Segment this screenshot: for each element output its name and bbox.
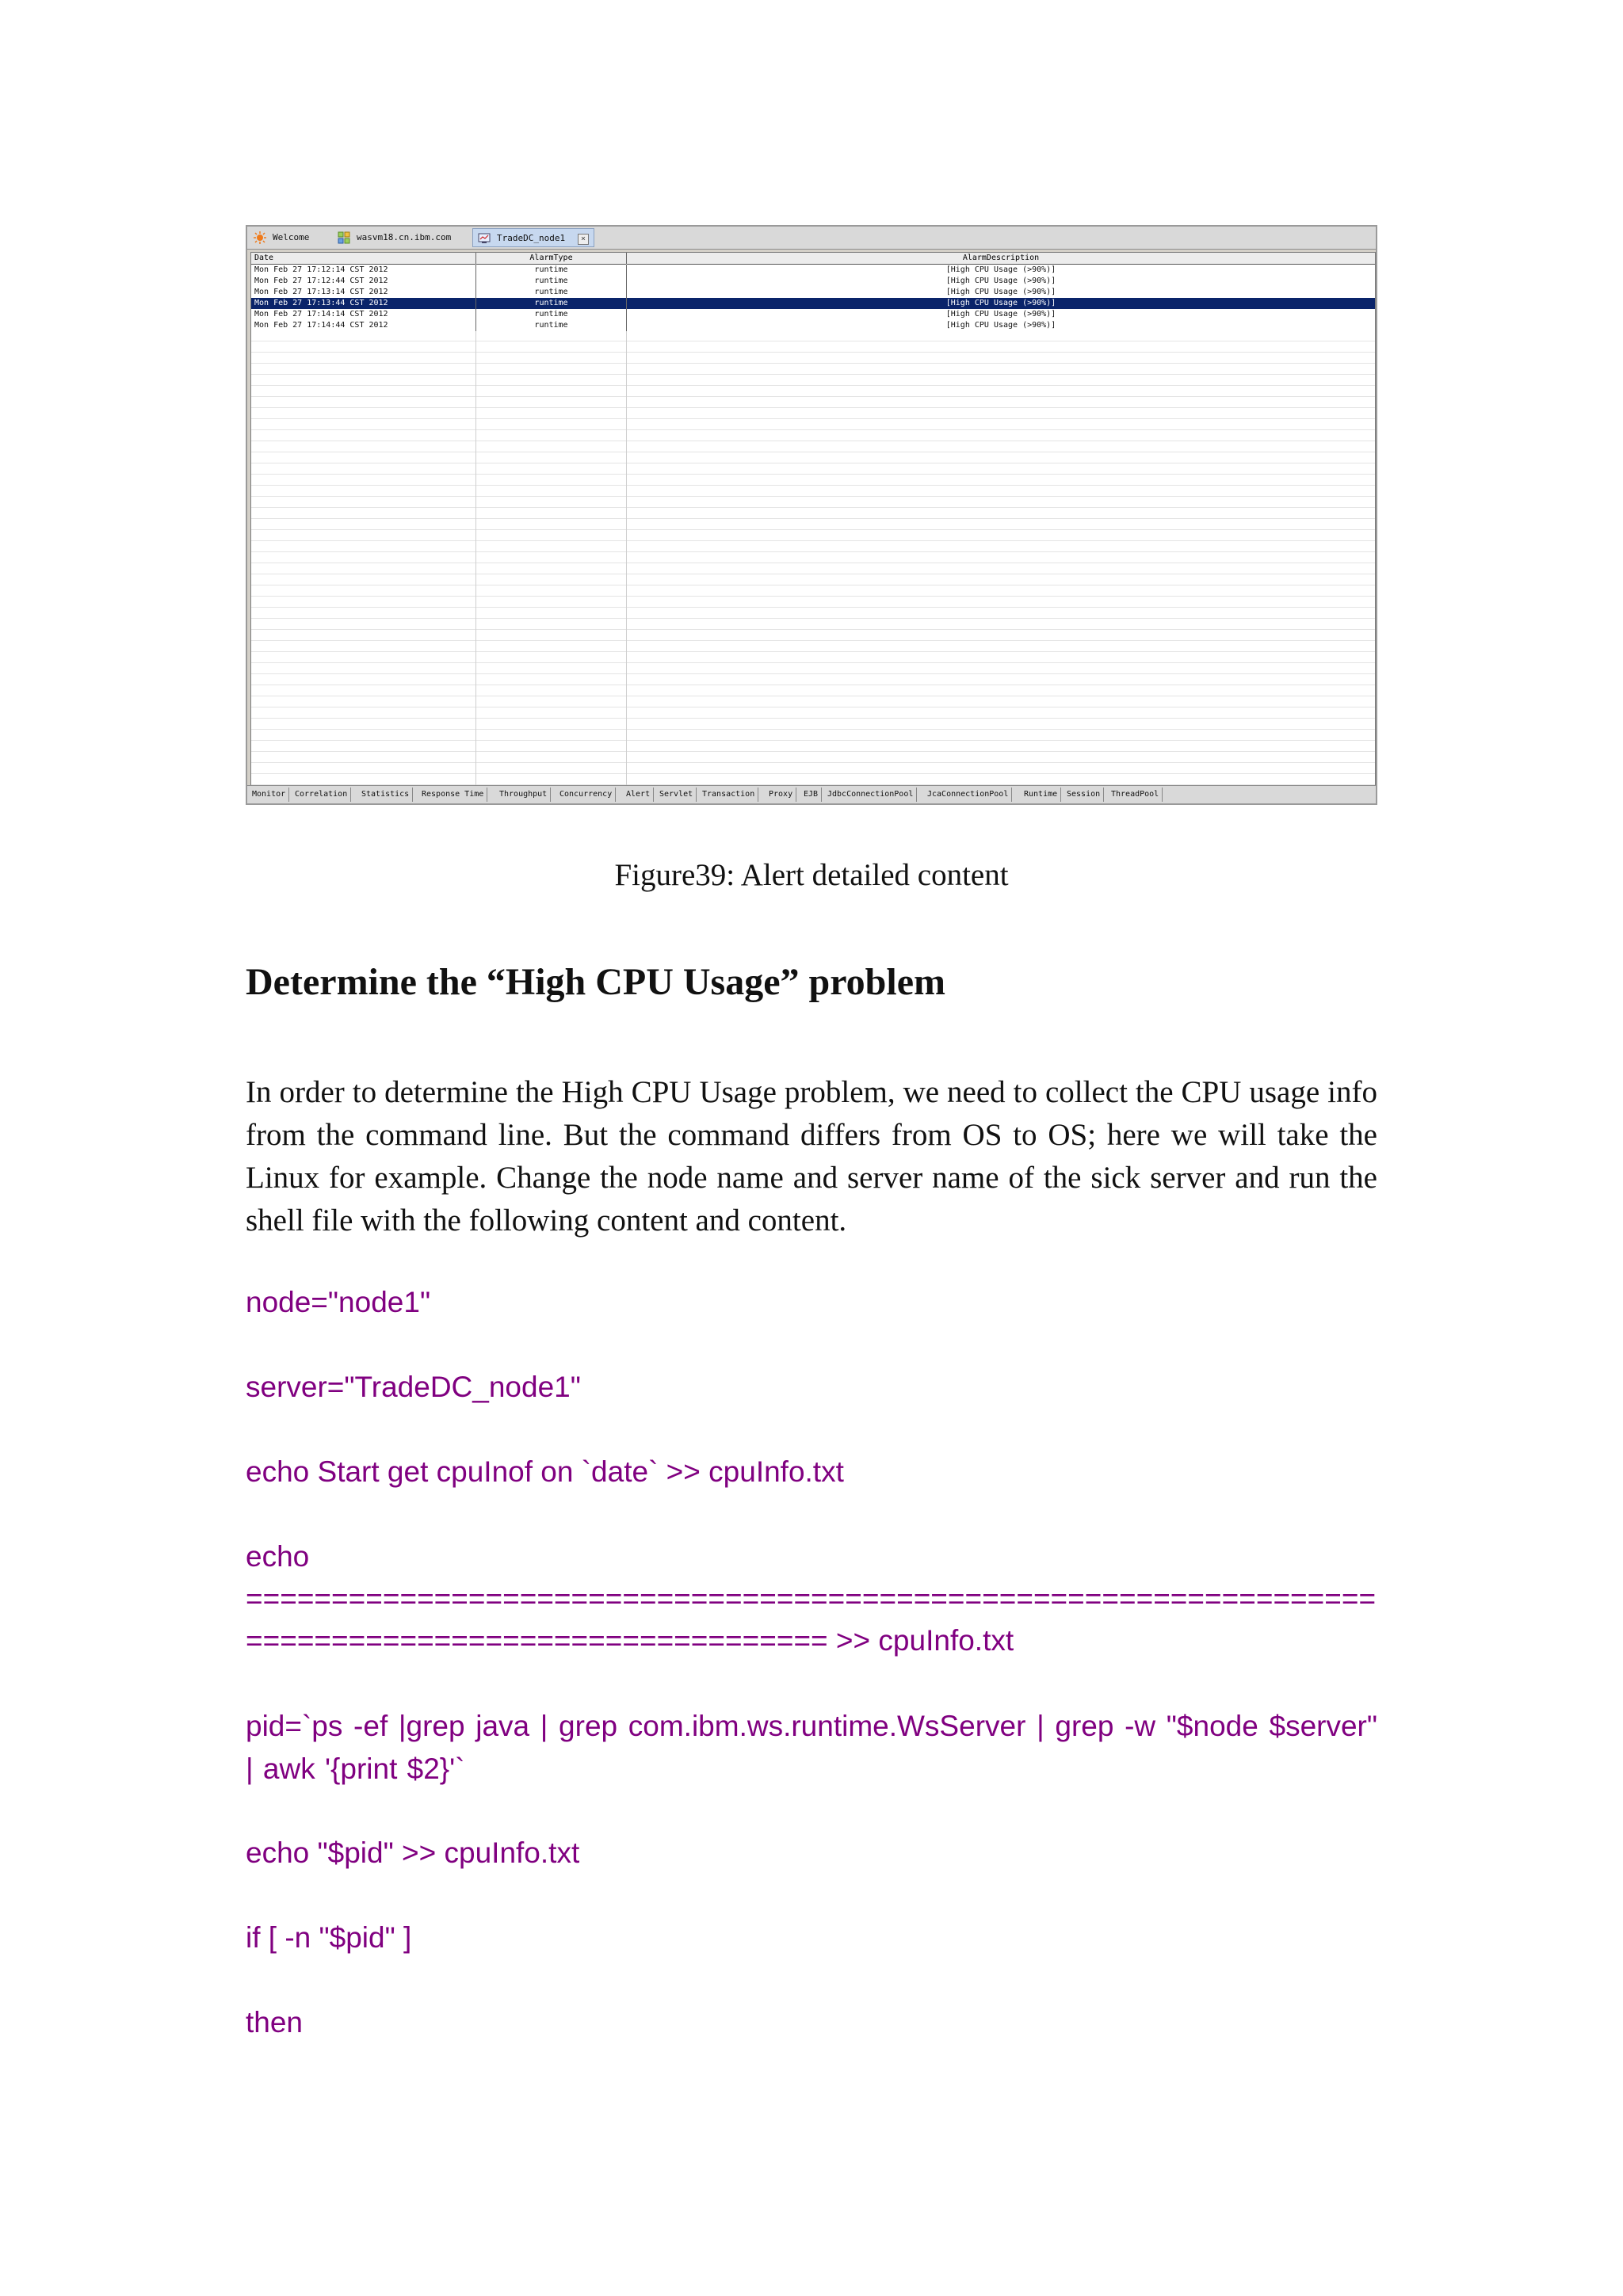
tab-servlet[interactable]: Servlet [656, 788, 697, 802]
tab-monitor[interactable]: Monitor [249, 788, 289, 802]
cell-alarm-type: runtime [476, 276, 627, 287]
tab-concurrency[interactable]: Concurrency [556, 788, 616, 802]
cell-alarm-description: [High CPU Usage (>90%)] [945, 277, 1056, 285]
column-header-date[interactable]: Date [251, 253, 476, 264]
tab-statistics[interactable]: Statistics [358, 788, 413, 802]
table-row[interactable] [251, 320, 1375, 331]
tab-session[interactable]: Session [1064, 788, 1104, 802]
tab-host-label: wasvm18.cn.ibm.com [357, 232, 452, 242]
cell-date: Mon Feb 27 17:13:44 CST 2012 [251, 298, 476, 309]
tab-jca-connection-pool[interactable]: JcaConnectionPool [924, 788, 1012, 802]
column-divider [626, 264, 627, 785]
table-row-selected[interactable] [251, 298, 1375, 309]
tab-thread-pool[interactable]: ThreadPool [1108, 788, 1163, 802]
code-line: node="node1" [246, 1286, 431, 1318]
alarm-table [250, 252, 1376, 786]
tab-welcome[interactable] [249, 228, 331, 247]
tab-tradedc-label: TradeDC_node1 [497, 233, 566, 243]
tab-tradedc-node1[interactable] [472, 228, 594, 247]
table-row[interactable] [251, 287, 1375, 298]
tab-ejb[interactable]: EJB [800, 788, 822, 802]
cell-date: Mon Feb 27 17:12:44 CST 2012 [251, 276, 476, 287]
code-line: echo "$pid" >> cpuInfo.txt [246, 1836, 580, 1869]
code-line: ================================================================== [246, 1582, 1377, 1615]
server-icon [338, 231, 350, 244]
cell-alarm-type: runtime [476, 320, 627, 331]
table-row[interactable] [251, 276, 1375, 287]
table-row[interactable] [251, 265, 1375, 276]
code-line: ================================== >> cpuInfo.txt [246, 1624, 1014, 1657]
monitor-icon [478, 232, 491, 245]
tab-jdbc-connection-pool[interactable]: JdbcConnectionPool [824, 788, 917, 802]
cell-alarm-description: [High CPU Usage (>90%)] [945, 321, 1056, 330]
code-line: server="TradeDC_node1" [246, 1371, 581, 1403]
cell-alarm-type: runtime [476, 309, 627, 320]
cell-date: Mon Feb 27 17:14:44 CST 2012 [251, 320, 476, 331]
tab-welcome-label: Welcome [273, 232, 310, 242]
bottom-tab-bar [247, 785, 1376, 803]
body-paragraph: In order to determine the High CPU Usage problem, we need to collect the CPU usage info from the command line. But the command differs from OS to OS; here we will take the Linux for example. Change the node name and server name of the sick server and run the shell file with the following content and content. [246, 1075, 1377, 1238]
tab-transaction[interactable]: Transaction [699, 788, 758, 802]
tab-throughput[interactable]: Throughput [496, 788, 551, 802]
column-divider [475, 264, 476, 785]
code-line: echo [246, 1540, 310, 1573]
code-line: if [ -n "$pid" ] [246, 1921, 412, 1954]
tab-host[interactable] [333, 228, 475, 247]
alert-screenshot [246, 225, 1377, 805]
sun-icon [254, 231, 266, 244]
cell-alarm-type: runtime [476, 265, 627, 276]
table-header [251, 253, 1375, 265]
cell-date: Mon Feb 27 17:13:14 CST 2012 [251, 287, 476, 298]
cell-alarm-description: [High CPU Usage (>90%)] [945, 288, 1056, 296]
tab-correlation[interactable]: Correlation [292, 788, 351, 802]
cell-alarm-type: runtime [476, 287, 627, 298]
cell-alarm-type: runtime [476, 298, 627, 309]
code-line: echo Start get cpuInof on `date` >> cpuInfo.txt [246, 1455, 844, 1488]
code-line: pid=`ps -ef |grep java | grep com.ibm.ws.runtime.WsServer | grep -w "$node $server" | awk '{print $2}'` [246, 1710, 1377, 1785]
close-icon[interactable]: × [578, 234, 589, 245]
column-header-alarm-description[interactable]: AlarmDescription [962, 254, 1040, 262]
code-line: then [246, 2006, 304, 2039]
table-row[interactable] [251, 309, 1375, 320]
cell-date: Mon Feb 27 17:14:14 CST 2012 [251, 309, 476, 320]
editor-tab-bar [247, 227, 1376, 250]
figure-caption: Figure39: Alert detailed content [614, 858, 1009, 892]
cell-alarm-description: [High CPU Usage (>90%)] [945, 310, 1056, 318]
section-heading: Determine the “High CPU Usage” problem [246, 961, 945, 1003]
tab-alert[interactable]: Alert [623, 788, 654, 802]
tab-response-time[interactable]: Response Time [418, 788, 487, 802]
tab-runtime[interactable]: Runtime [1021, 788, 1061, 802]
column-header-alarm-type[interactable]: AlarmType [476, 253, 627, 264]
cell-alarm-description: [High CPU Usage (>90%)] [945, 299, 1056, 307]
cell-date: Mon Feb 27 17:12:14 CST 2012 [251, 265, 476, 276]
tab-proxy[interactable]: Proxy [766, 788, 796, 802]
cell-alarm-description: [High CPU Usage (>90%)] [945, 265, 1056, 274]
